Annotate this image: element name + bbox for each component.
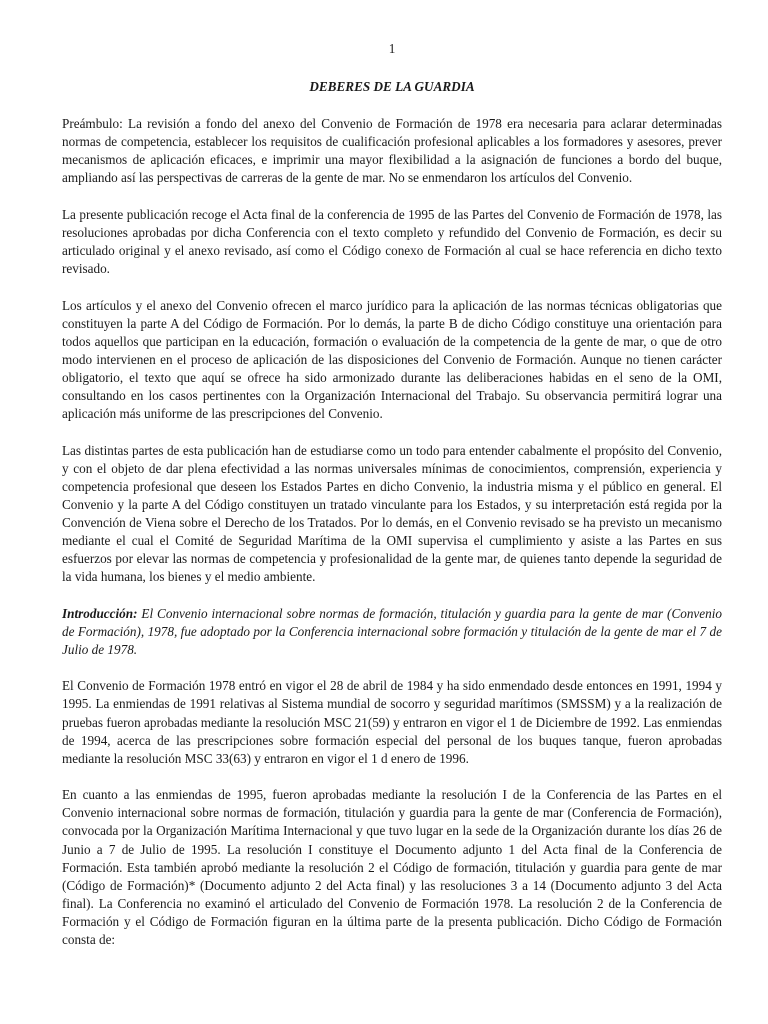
paragraph-publicacion: La presente publicación recoge el Acta final de la conferencia de 1995 de las Partes del Convenio de Formación de 1978, las resoluciones aprobadas por dicha Conferencia con el texto completo y refundido del Convenio de Formación, es decir su articulado original y el anexo revisado, así como el Código conexo de Formación al cual se hace referencia en dicho texto revisado. xyxy=(62,206,722,277)
document-page xyxy=(62,40,722,967)
paragraph-enmiendas-1995: En cuanto a las enmiendas de 1995, fueron aprobadas mediante la resolución I de la Conferencia de las Partes en el Convenio internacional sobre normas de formación, titulación y guardia para la gente de mar (Conferencia de Formación), convocada por la Organización Marítima Internacional y que tuvo lugar en la sede de la Organización durante los días 26 de Junio a 7 de Julio de 1995. La resolución I constituye el Documento adjunto 1 del Acta final de la Conferencia de Formación. Esta también aprobó mediante la resolución 2 el Código de formación, titulación y guardia para gente de mar (Código de Formación)* (Documento adjunto 2 del Acta final) y las resoluciones 3 a 14 (Documento adjunto 3 del Acta final). La Conferencia no examinó el articulado del Convenio de Formación 1978. La resolución 2 de la Conferencia de Formación y el Código de Formación figuran en la última parte de la presenta publicación. Dicho Código de Formación consta de: xyxy=(62,787,722,947)
introduction-text: El Convenio internacional sobre normas de formación, titulación y guardia para la gente de mar (Convenio de Formación), 1978, fue adoptado por la Conferencia internacional sobre formación y titulación de la gente de mar el 7 de Julio de 1978. xyxy=(62,605,722,657)
paragraph-introduccion xyxy=(62,605,722,659)
page-number: 1 xyxy=(388,41,396,56)
paragraph-entrada-vigor: El Convenio de Formación 1978 entró en vigor el 28 de abril de 1984 y ha sido enmendado desde entonces en 1991, 1994 y 1995. La enmiendas de 1991 relativas al Sistema mundial de socorro y seguridad marítimos (SMSSM) y a la realización de pruebas fueron aprobadas mediante la resolución MSC 21(59) y entraron en vigor el 1 de Diciembre de 1992. Las enmiendas de 1994, acerca de las prescripciones sobre formación especial del personal de los buques tanque, fueron aprobadas mediante la resolución MSC 33(63) y entraron en vigor el 1 d enero de 1996. xyxy=(62,678,722,766)
introduction-label: Introducción: xyxy=(62,605,138,621)
document-title: DEBERES DE LA GUARDIA xyxy=(309,79,475,94)
paragraph-articulos: Los artículos y el anexo del Convenio ofrecen el marco jurídico para la aplicación de las normas técnicas obligatorias que constituyen la parte A del Código de Formación. Por lo demás, la parte B de dicho Código constituye una orientación para todos aquellos que participan en la educación, formación o evaluación de la competencia de la gente de mar, o que de otro modo intervienen en el proceso de aplicación de las disposiciones del Convenio de Formación. Aunque no tienen carácter obligatorio, el texto que aquí se ofrece ha sido armonizado durante las deliberaciones habidas en el seno de la OMI, consultando en los casos pertinentes con la Organización Internacional del Trabajo. Su observancia permitirá lograr una aplicación más uniforme de las prescripciones del Convenio. xyxy=(62,297,722,422)
paragraph-partes: Las distintas partes de esta publicación han de estudiarse como un todo para entender cabalmente el propósito del Convenio, y con el objeto de dar plena efectividad a las normas universales mínimas de conocimientos, comprensión, experiencia y competencia profesional que deseen los Estados Partes en dicho Convenio, la industria misma y el público en general. El Convenio y la parte A del Código constituyen un tratado vinculante para los Estados, y su interpretación está regida por la Convención de Viena sobre el Derecho de los Tratados. Por lo demás, en el Convenio revisado se ha previsto un mecanismo mediante el cual el Comité de Seguridad Marítima de la OMI supervisa el cumplimiento y asiste a las Partes en sus esfuerzos por elevar las normas de competencia y profesionalidad de la gente mar, de quienes tanto depende la seguridad de la vida humana, los bienes y el medio ambiente. xyxy=(62,442,722,585)
paragraph-preambulo: Preámbulo: La revisión a fondo del anexo del Convenio de Formación de 1978 era necesaria para aclarar determinadas normas de competencia, establecer los requisitos de cualificación profesional aplicables a los formadores y asesores, prever mecanismos de aplicación eficaces, e imprimir una mayor flexibilidad a la asignación de funciones a bordo del buque, ampliando así las perspectivas de carreras de la gente de mar. No se enmendaron los artículos del Convenio. xyxy=(62,116,722,186)
